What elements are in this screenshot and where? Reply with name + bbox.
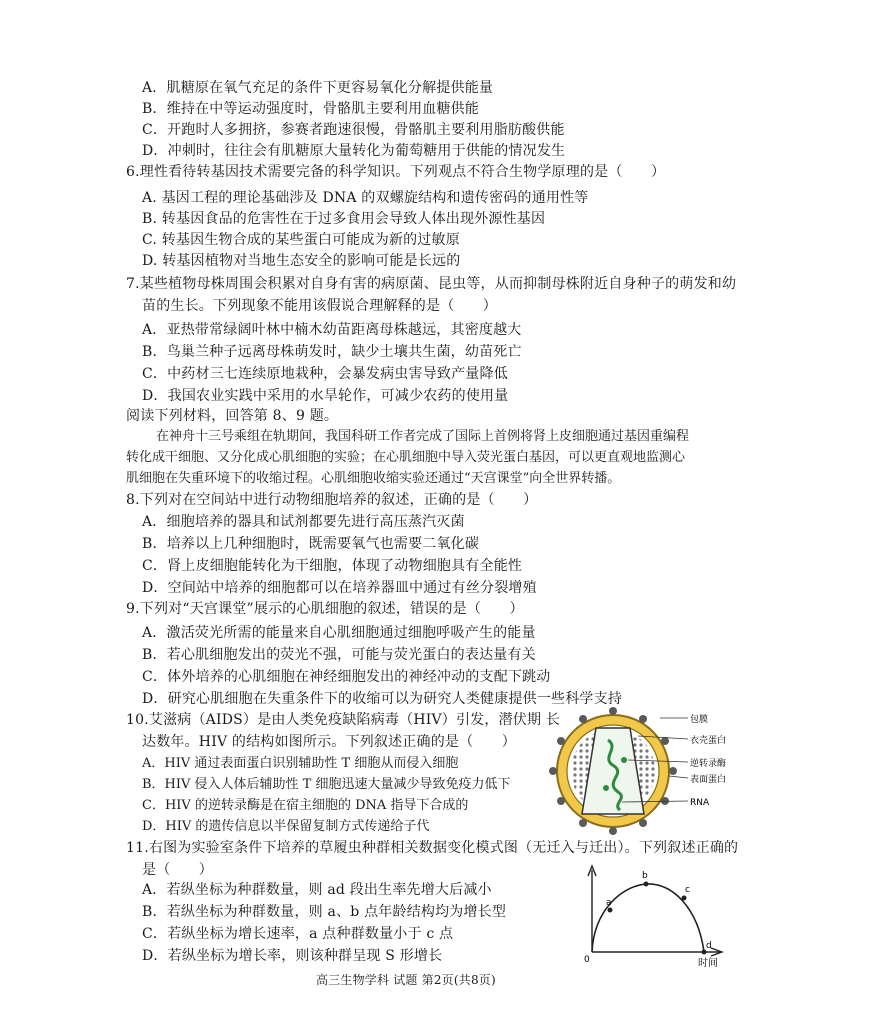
option-text: D．研究心肌细胞在失重条件下的收缩可以为研究人类健康提供一些科学支持: [142, 691, 623, 707]
label-rna: RNA: [690, 798, 710, 808]
option-text: A. 基因工程的理论基础涉及 DNA 的双螺旋结构和遗传密码的通用性等: [142, 190, 589, 206]
option-text: B．若心肌细胞发出的荧光不强，可能与荧光蛋白的表达量有关: [142, 647, 536, 663]
option-text: D. 转基因植物对当地生态安全的影响可能是长远的: [142, 253, 461, 269]
question-9-stem: 9.下列对“天宫课堂”展示的心肌细胞的叙述，错误的是（ ）: [126, 601, 524, 617]
question-10-stem-cont: 达数年。HIV 的结构如图所示。下列叙述正确的是（ ）: [142, 734, 516, 750]
reading-intro: 阅读下列材料，回答第 8、9 题。: [126, 408, 339, 424]
option-text: A．细胞培养的器具和试剂都要先进行高压蒸汽灭菌: [142, 514, 465, 530]
label-c: c: [685, 885, 690, 895]
option-text: A．若纵坐标为种群数量，则 ad 段出生率先增大后减小: [142, 882, 492, 898]
label-origin: 0: [584, 955, 590, 965]
hiv-structure-figure: [548, 706, 748, 836]
option-text: C．体外培养的心肌细胞在神经细胞发出的神经冲动的支配下跳动: [142, 669, 551, 685]
question-7-stem: 7.某些植物母株周围会积累对自身有害的病原菌、昆虫等，从而抑制母株附近自身种子的萌发和幼: [126, 276, 737, 292]
page-footer: 高三生物学科 试题 第2页(共8页): [316, 973, 496, 987]
option-text: C．中药材三七连续原地栽种，会暴发病虫害导致产量降低: [142, 366, 508, 382]
option-text: A．肌糖原在氧气充足的条件下更容易氧化分解提供能量: [142, 80, 494, 96]
option-text: C. 转基因生物合成的某些蛋白可能成为新的过敏原: [142, 232, 460, 248]
option-text: A．HIV 通过表面蛋白识别辅助性 T 细胞从而侵入细胞: [142, 756, 459, 771]
reading-paragraph: 转化成干细胞、又分化成心肌细胞的实验；在心肌细胞中导入荧光蛋白基因，可以更直观地监测心: [126, 450, 686, 465]
label-envelope: 包膜: [690, 715, 709, 725]
option-text: C．若纵坐标为增长速率，a 点种群数量小于 c 点: [142, 926, 454, 942]
label-d: d: [706, 941, 712, 951]
label-b: b: [642, 871, 648, 881]
label-capsid-protein: 衣壳蛋白: [690, 736, 727, 746]
label-reverse-transcriptase: 逆转录酶: [690, 759, 727, 769]
option-text: D．若纵坐标为增长率，则该种群呈现 S 形增长: [142, 948, 443, 964]
option-text: D．冲刺时，往往会有肌糖原大量转化为葡萄糖用于供能的情况发生: [142, 143, 566, 159]
reverse-transcriptase: [621, 757, 627, 763]
reading-paragraph: 肌细胞在失重环境下的收缩过程。心肌细胞收缩实验还通过“天宫课堂”向全世界转播。: [126, 471, 621, 486]
question-8-stem: 8.下列对在空间站中进行动物细胞培养的叙述，正确的是（ ）: [126, 492, 538, 508]
reading-paragraph: 在神舟十三号乘组在轨期间，我国科研工作者完成了国际上首例将肾上皮细胞通过基因重编程: [156, 429, 690, 444]
question-11-stem: 11.右图为实验室条件下培养的草履虫种群相关数据变化模式图（无迁入与迁出）。下列叙述正确的: [126, 840, 739, 856]
question-6-stem: 6.理性看待转基因技术需要完备的科学知识。下列观点不符合生物学原理的是（ ）: [126, 164, 666, 180]
option-text: B．若纵坐标为种群数量，则 a、b 点年龄结构均为增长型: [142, 904, 507, 920]
option-text: C．肾上皮细胞能转化为干细胞，体现了动物细胞具有全能性: [142, 558, 523, 574]
option-text: A．亚热带常绿阔叶林中楠木幼苗距离母株越远，其密度越大: [142, 322, 522, 338]
label-surface-protein: 表面蛋白: [690, 775, 727, 785]
question-11-stem-cont: 是（ ）: [142, 862, 213, 878]
point-b: [644, 882, 649, 887]
point-c: [682, 896, 687, 901]
option-text: B．培养以上几种细胞时，既需要氧气也需要二氧化碳: [142, 536, 480, 552]
point-a: [608, 908, 613, 913]
option-text: B. 转基因食品的危害性在于过多食用会导致人体出现外源性基因: [142, 211, 546, 227]
option-text: D．空间站中培养的细胞都可以在培养器皿中通过有丝分裂增殖: [142, 580, 537, 596]
population-graph: [580, 862, 730, 970]
option-text: B．维持在中等运动强度时，骨骼肌主要利用血糖供能: [142, 101, 480, 117]
option-text: B．HIV 侵入人体后辅助性 T 细胞迅速大量减少导致免疫力低下: [142, 777, 511, 792]
option-text: D．我国农业实践中采用的水旱轮作，可减少农药的使用量: [142, 388, 509, 404]
option-text: C．开跑时人多拥挤，参赛者跑速很慢，骨骼肌主要利用脂肪酸供能: [142, 122, 565, 138]
x-axis-label: 时间: [698, 958, 718, 969]
option-text: D．HIV 的遗传信息以半保留复制方式传递给子代: [142, 819, 430, 834]
option-text: C．HIV 的逆转录酶是在宿主细胞的 DNA 指导下合成的: [142, 798, 469, 813]
option-text: A．激活荧光所需的能量来自心肌细胞通过细胞呼吸产生的能量: [142, 625, 536, 641]
question-7-stem-cont: 苗的生长。下列现象不能用该假说合理解释的是（ ）: [142, 298, 497, 314]
question-10-stem: 10.艾滋病（AIDS）是由人类免疫缺陷病毒（HIV）引发，潜伏期 长: [126, 712, 561, 728]
option-text: B．鸟巢兰种子远离母株萌发时，缺少土壤共生菌，幼苗死亡: [142, 344, 522, 360]
label-a: a: [606, 898, 612, 908]
